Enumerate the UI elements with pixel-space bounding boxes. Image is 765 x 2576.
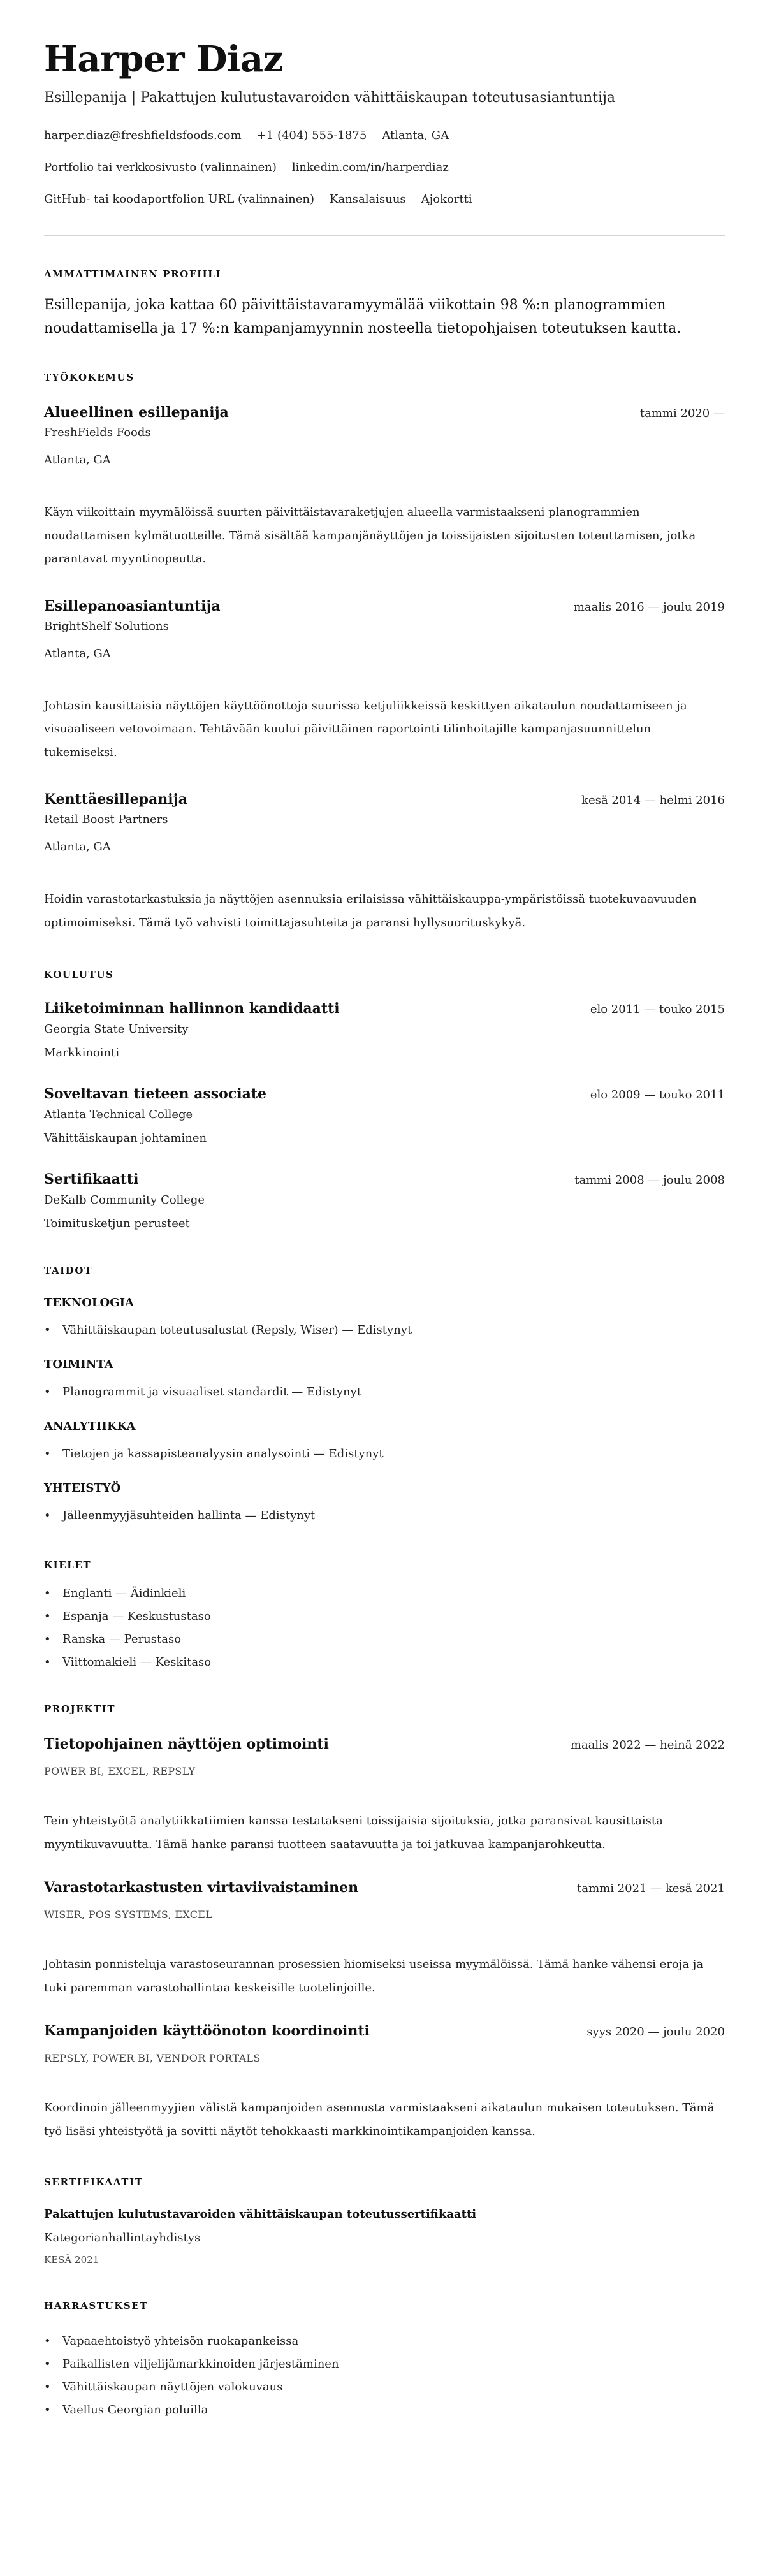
interest-item: • Paikallisten viljelijämarkkinoiden järjestäminen bbox=[44, 2353, 725, 2376]
project-title: Kampanjoiden käyttöönoton koordinointi bbox=[44, 2023, 370, 2039]
language-item: • Viittomakieli — Keskitaso bbox=[44, 1651, 725, 1674]
section-heading: HARRASTUKSET bbox=[44, 2300, 149, 2311]
section-heading: SERTIFIKAATIT bbox=[44, 2176, 143, 2188]
portfolio-placeholder: Portfolio tai verkkosivusto (valinnainen) bbox=[44, 161, 277, 174]
skill-list bbox=[44, 1381, 725, 1404]
project-entry bbox=[44, 1735, 725, 1856]
degree: Liiketoiminnan hallinnon kandidaatti bbox=[44, 1000, 340, 1017]
contact-row bbox=[44, 159, 725, 176]
education-entry bbox=[44, 1084, 725, 1147]
job-dates: tammi 2020 — bbox=[639, 407, 725, 420]
profile-section bbox=[44, 268, 725, 340]
interest-item: • Vaellus Georgian poluilla bbox=[44, 2399, 725, 2422]
skill-group-heading: ANALYTIIKKA bbox=[44, 1420, 136, 1433]
certification-title: Pakattujen kulutustavaroiden vähittäiskaupan toteutussertifikaatti bbox=[44, 2208, 477, 2221]
project-title: Tietopohjainen näyttöjen optimointi bbox=[44, 1736, 329, 1752]
field-of-study: Markkinointi bbox=[44, 1046, 120, 1059]
project-tech: REPSLY, POWER BI, VENDOR PORTALS bbox=[44, 2052, 261, 2064]
section-heading: KOULUTUS bbox=[44, 969, 114, 980]
job-description: Käyn viikoittain myymälöissä suurten päivittäistavaraketjujen alueella varmistaakseni planogrammien noudattamisen kylmätuotteille. Tämä sisältää kampanjänäyttöjen ja toissijaisten sijoitusten toteuttamisen, jotka parantavat myyntinopeutta. bbox=[44, 506, 696, 565]
section-heading: KIELET bbox=[44, 1559, 92, 1571]
candidate-name: Harper Diaz bbox=[44, 38, 283, 80]
field-of-study: Toimitusketjun perusteet bbox=[44, 1217, 190, 1230]
school: Atlanta Technical College bbox=[44, 1108, 193, 1121]
experience-section bbox=[44, 371, 725, 935]
contact-row bbox=[44, 191, 725, 208]
certification-issuer: Kategorianhallintayhdistys bbox=[44, 2231, 201, 2245]
language-item: • Englanti — Äidinkieli bbox=[44, 1582, 725, 1605]
job-title: Kenttäesillepanija bbox=[44, 791, 187, 808]
project-description: Koordinoin jälleenmyyjien välistä kampanjoiden asennusta varmistaakseni aikataulun mukaisen toteutuksen. Tämä työ lisäsi yhteistyötä ja sovitti näytöt tehokkaasti markkinointikampanjoiden kanssa. bbox=[44, 2101, 715, 2138]
education-entry bbox=[44, 1170, 725, 1232]
certifications-section bbox=[44, 2176, 725, 2266]
citizenship: Kansalaisuus bbox=[330, 193, 406, 206]
interest-item: • Vapaaehtoistyö yhteisön ruokapankeissa bbox=[44, 2330, 725, 2353]
language-list bbox=[44, 1582, 725, 1674]
linkedin-link[interactable]: linkedin.com/in/harperdiaz bbox=[291, 161, 449, 174]
project-title: Varastotarkastusten virtaviivaistaminen bbox=[44, 1879, 359, 1896]
resume-page bbox=[0, 38, 765, 2457]
job-description: Johtasin kausittaisia näyttöjen käyttöönottoja suurissa ketjuliikkeissä keskittyen aikataulun noudattamiseen ja visuaaliseen vetovoimaan. Tehtävään kuului päivittäinen raportointi tilinhoitajille kampanjasuunnittelun tukemiseksi. bbox=[44, 699, 687, 759]
job-title: Alueellinen esillepanija bbox=[44, 404, 229, 421]
degree: Sertifikaatti bbox=[44, 1171, 139, 1188]
job-description: Hoidin varastotarkastuksia ja näyttöjen asennuksia erilaisissa vähittäiskauppa-ympäristöissä tuotekuvaavuuden optimoimiseksi. Tämä työ vahvisti toimittajasuhteita ja paransi hyllysuorituskykyä. bbox=[44, 892, 697, 929]
project-entry bbox=[44, 2021, 725, 2143]
section-heading: AMMATTIMAINEN PROFIILI bbox=[44, 268, 222, 280]
location: Atlanta, GA bbox=[382, 129, 449, 142]
interest-item: • Vähittäiskaupan näyttöjen valokuvaus bbox=[44, 2376, 725, 2399]
phone: +1 (404) 555-1875 bbox=[256, 129, 367, 142]
project-entry bbox=[44, 1878, 725, 2000]
education-section bbox=[44, 968, 725, 1232]
degree: Soveltavan tieteen associate bbox=[44, 1086, 267, 1102]
education-dates: elo 2009 — touko 2011 bbox=[590, 1088, 725, 1102]
contact-row bbox=[44, 127, 725, 144]
project-dates: tammi 2021 — kesä 2021 bbox=[577, 1882, 725, 1895]
skill-group-heading: YHTEISTYÖ bbox=[44, 1481, 121, 1495]
language-item: • Ranska — Perustaso bbox=[44, 1628, 725, 1651]
project-tech: POWER BI, EXCEL, REPSLY bbox=[44, 1765, 196, 1777]
skill-item: • Tietojen ja kassapisteanalyysin analysointi — Edistynyt bbox=[44, 1443, 725, 1466]
job-entry bbox=[44, 403, 725, 571]
job-dates: kesä 2014 — helmi 2016 bbox=[581, 794, 725, 807]
drivers-license: Ajokortti bbox=[421, 193, 472, 206]
company: Retail Boost Partners bbox=[44, 813, 168, 826]
job-location: Atlanta, GA bbox=[44, 840, 111, 854]
project-dates: syys 2020 — joulu 2020 bbox=[586, 2025, 725, 2039]
skill-item: • Vähittäiskaupan toteutusalustat (Repsly, Wiser) — Edistynyt bbox=[44, 1319, 725, 1342]
school: DeKalb Community College bbox=[44, 1193, 205, 1207]
github-placeholder: GitHub- tai koodaportfolion URL (valinnainen) bbox=[44, 193, 314, 206]
project-description: Johtasin ponnisteluja varastoseurannan prosessien hiomiseksi useissa myymälöissä. Tämä hanke vähensi eroja ja tuki paremman varastohallintaa keskeisille tuotelinjoille. bbox=[44, 1958, 704, 1995]
education-dates: elo 2011 — touko 2015 bbox=[590, 1003, 725, 1016]
company: BrightShelf Solutions bbox=[44, 619, 169, 633]
section-heading: TYÖKOKEMUS bbox=[44, 372, 135, 383]
certification-date: KESÄ 2021 bbox=[44, 2254, 99, 2266]
language-item: • Espanja — Keskustustaso bbox=[44, 1605, 725, 1628]
section-heading: TAIDOT bbox=[44, 1265, 92, 1276]
education-dates: tammi 2008 — joulu 2008 bbox=[574, 1174, 725, 1187]
skill-group-heading: TEKNOLOGIA bbox=[44, 1296, 134, 1309]
resume-header bbox=[44, 38, 725, 208]
job-entry bbox=[44, 790, 725, 935]
email-link[interactable]: harper.diaz@freshfieldsfoods.com bbox=[44, 129, 242, 142]
project-tech: WISER, POS SYSTEMS, EXCEL bbox=[44, 1909, 213, 1921]
skill-list bbox=[44, 1319, 725, 1342]
job-dates: maalis 2016 — joulu 2019 bbox=[573, 600, 725, 614]
languages-section bbox=[44, 1559, 725, 1674]
project-dates: maalis 2022 — heinä 2022 bbox=[570, 1738, 725, 1752]
header-divider bbox=[44, 235, 725, 236]
job-title: Esillepanoasiantuntija bbox=[44, 597, 221, 615]
company: FreshFields Foods bbox=[44, 426, 151, 439]
skill-group-heading: TOIMINTA bbox=[44, 1358, 113, 1371]
school: Georgia State University bbox=[44, 1022, 189, 1036]
skill-list bbox=[44, 1504, 725, 1527]
field-of-study: Vähittäiskaupan johtaminen bbox=[44, 1132, 207, 1145]
skill-list bbox=[44, 1443, 725, 1466]
interests-section bbox=[44, 2299, 725, 2422]
education-entry bbox=[44, 999, 725, 1061]
skill-item: • Jälleenmyyjäsuhteiden hallinta — Edistynyt bbox=[44, 1504, 725, 1527]
job-location: Atlanta, GA bbox=[44, 646, 111, 660]
profile-summary: Esillepanija, joka kattaa 60 päivittäistavaramyymälää viikottain 98 %:n planogrammien noudattamisella ja 17 %:n kampanjamyynnin nosteella tietopohjaisen toteutuksen kautta. bbox=[44, 297, 681, 337]
section-heading: PROJEKTIT bbox=[44, 1703, 116, 1715]
headline: Esillepanija | Pakattujen kulutustavaroiden vähittäiskaupan toteutusasiantuntija bbox=[44, 90, 616, 106]
job-entry bbox=[44, 597, 725, 765]
project-description: Tein yhteistyötä analytiikkatiimien kanssa testatakseni toissijaisia sijoituksia, jotka paransivat kausittaista myyntikuvavuutta. Tämä hanke paransi tuotteen saatavuutta ja toi jatkuvaa kampanjarohkeutta. bbox=[44, 1814, 663, 1851]
projects-section bbox=[44, 1703, 725, 2143]
interest-list bbox=[44, 2330, 725, 2422]
skills-section bbox=[44, 1264, 725, 1527]
job-location: Atlanta, GA bbox=[44, 453, 111, 467]
skill-item: • Planogrammit ja visuaaliset standardit — Edistynyt bbox=[44, 1381, 725, 1404]
